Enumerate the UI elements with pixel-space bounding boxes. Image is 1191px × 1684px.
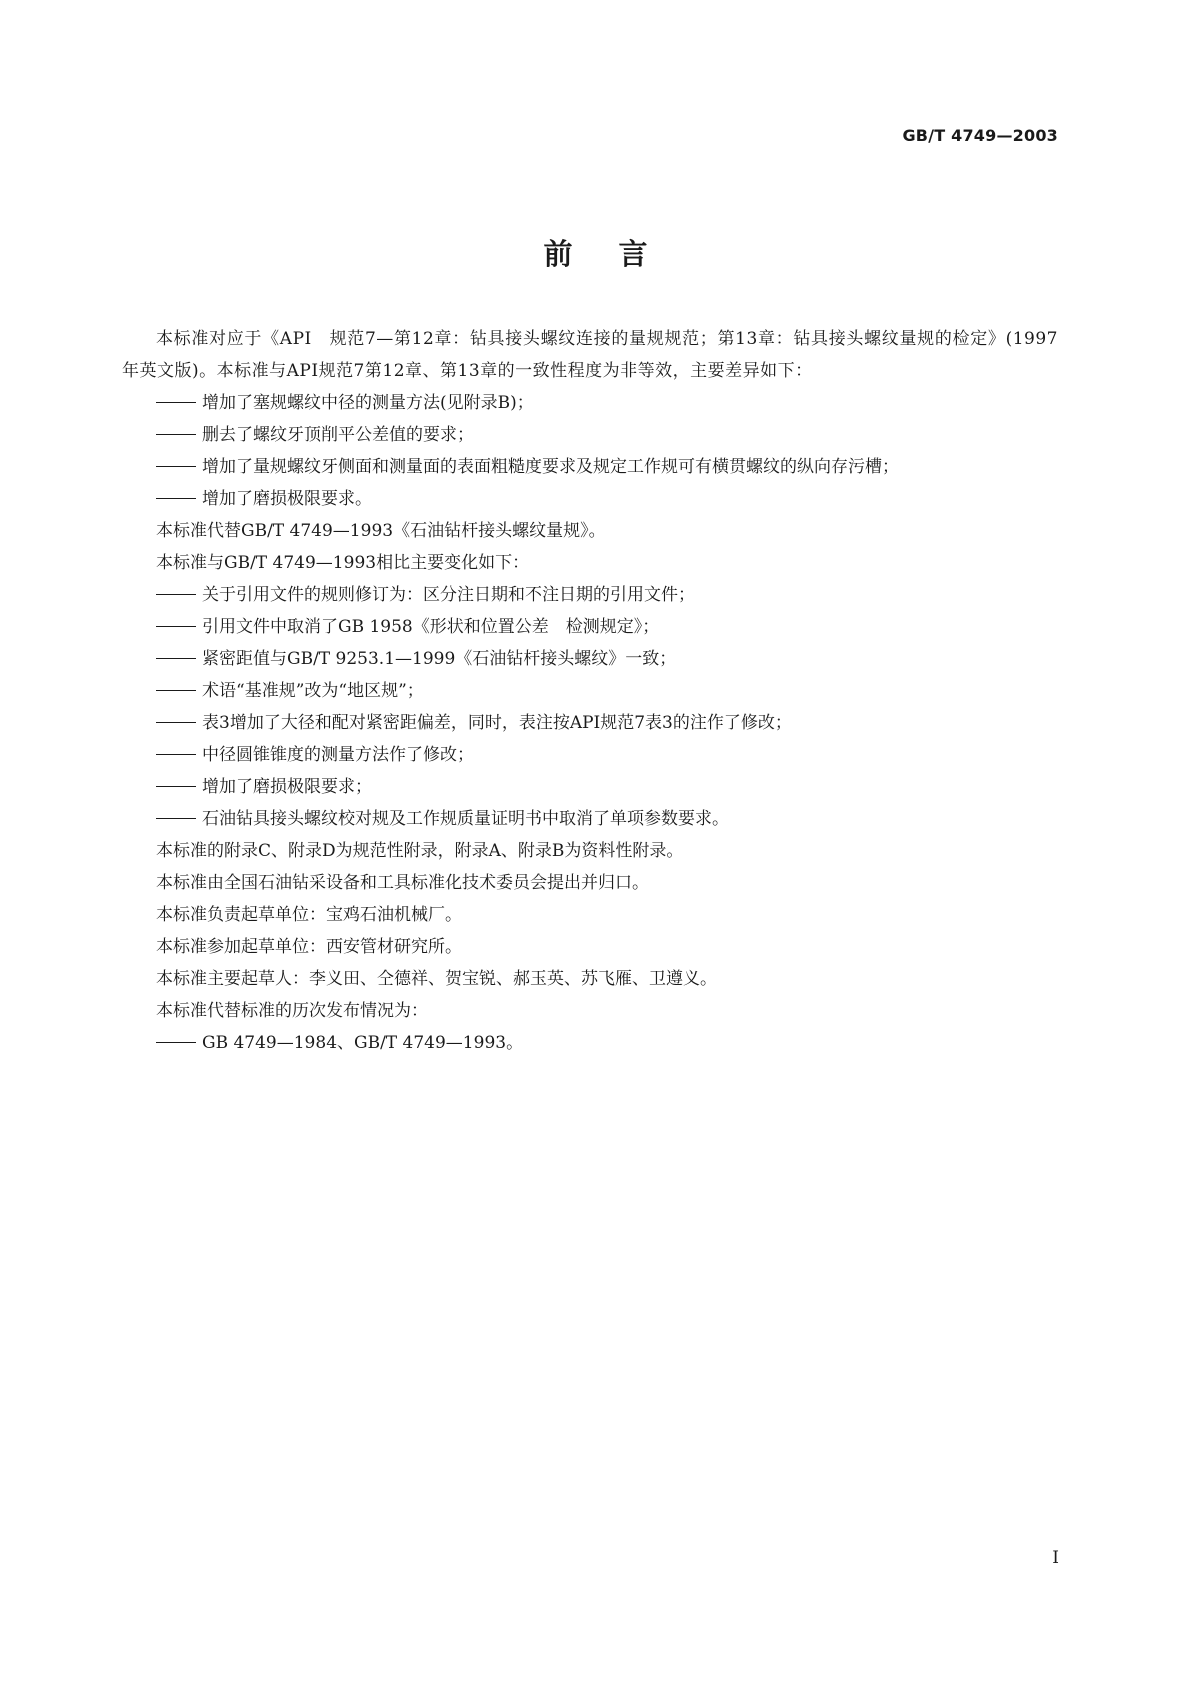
em-dash-marker — [156, 675, 202, 707]
page-number: I — [1052, 1548, 1059, 1568]
list-item-difference-1: 增加了塞规螺纹中径的测量方法(见附录B)； — [122, 387, 1058, 419]
em-dash-marker — [156, 707, 202, 739]
page-title: 前言 — [543, 237, 694, 271]
list-item-difference-3: 增加了量规螺纹牙侧面和测量面的表面粗糙度要求及规定工作规可有横贯螺纹的纵向存污槽； — [122, 451, 1058, 483]
em-dash-marker — [156, 803, 202, 835]
em-dash-marker — [156, 451, 202, 483]
proposer-statement: 本标准由全国石油钻采设备和工具标准化技术委员会提出并归口。 — [156, 873, 649, 893]
em-dash-marker — [156, 611, 202, 643]
em-dash-marker — [156, 739, 202, 771]
em-dash-marker — [156, 579, 202, 611]
em-dash-marker — [156, 483, 202, 515]
list-item-change-1: 关于引用文件的规则修订为：区分注日期和不注日期的引用文件； — [122, 579, 1058, 611]
annex-statement: 本标准的附录C、附录D为规范性附录，附录A、附录B为资料性附录。 — [156, 841, 684, 861]
list-item-change-8: 石油钻具接头螺纹校对规及工作规质量证明书中取消了单项参数要求。 — [122, 803, 1058, 835]
list-item-change-3: 紧密距值与GB/T 9253.1—1999《石油钻杆接头螺纹》一致； — [122, 643, 1058, 675]
list-item-change-7: 增加了磨损极限要求； — [122, 771, 1058, 803]
list-item-difference-4: 增加了磨损极限要求。 — [122, 483, 1058, 515]
list-item-difference-2: 删去了螺纹牙顶削平公差值的要求； — [122, 419, 1058, 451]
foreword-body — [122, 323, 1058, 1059]
history-intro: 本标准代替标准的历次发布情况为： — [156, 1001, 428, 1021]
document-code: GB/T 4749—2003 — [902, 126, 1058, 145]
list-item-history-1: GB 4749—1984、GB/T 4749—1993。 — [122, 1027, 1058, 1059]
list-item-change-6: 中径圆锥锥度的测量方法作了修改； — [122, 739, 1058, 771]
intro-paragraph: 本标准对应于《API 规范7—第12章：钻具接头螺纹连接的量规规范；第13章：钻具接头螺纹量规的检定》(1997年英文版)。本标准与API规范7第12章、第13章的一致性程度为非等效，主要差异如下： — [122, 329, 1058, 381]
em-dash-marker — [156, 771, 202, 803]
participating-drafter-statement: 本标准参加起草单位：西安管材研究所。 — [156, 937, 462, 957]
em-dash-marker — [156, 387, 202, 419]
list-item-change-2: 引用文件中取消了GB 1958《形状和位置公差 检测规定》； — [122, 611, 1058, 643]
changes-intro: 本标准与GB/T 4749—1993相比主要变化如下： — [156, 553, 530, 573]
lead-drafter-statement: 本标准负责起草单位：宝鸡石油机械厂。 — [156, 905, 462, 925]
em-dash-marker — [156, 1027, 202, 1059]
em-dash-marker — [156, 419, 202, 451]
em-dash-marker — [156, 643, 202, 675]
replaces-statement: 本标准代替GB/T 4749—1993《石油钻杆接头螺纹量规》。 — [156, 521, 606, 541]
list-item-change-5: 表3增加了大径和配对紧密距偏差，同时，表注按API规范7表3的注作了修改； — [122, 707, 1058, 739]
list-item-change-4: 术语“基准规”改为“地区规”； — [122, 675, 1058, 707]
main-drafters-statement: 本标准主要起草人：李义田、仝德祥、贺宝锐、郝玉英、苏飞雁、卫遵义。 — [156, 969, 717, 989]
